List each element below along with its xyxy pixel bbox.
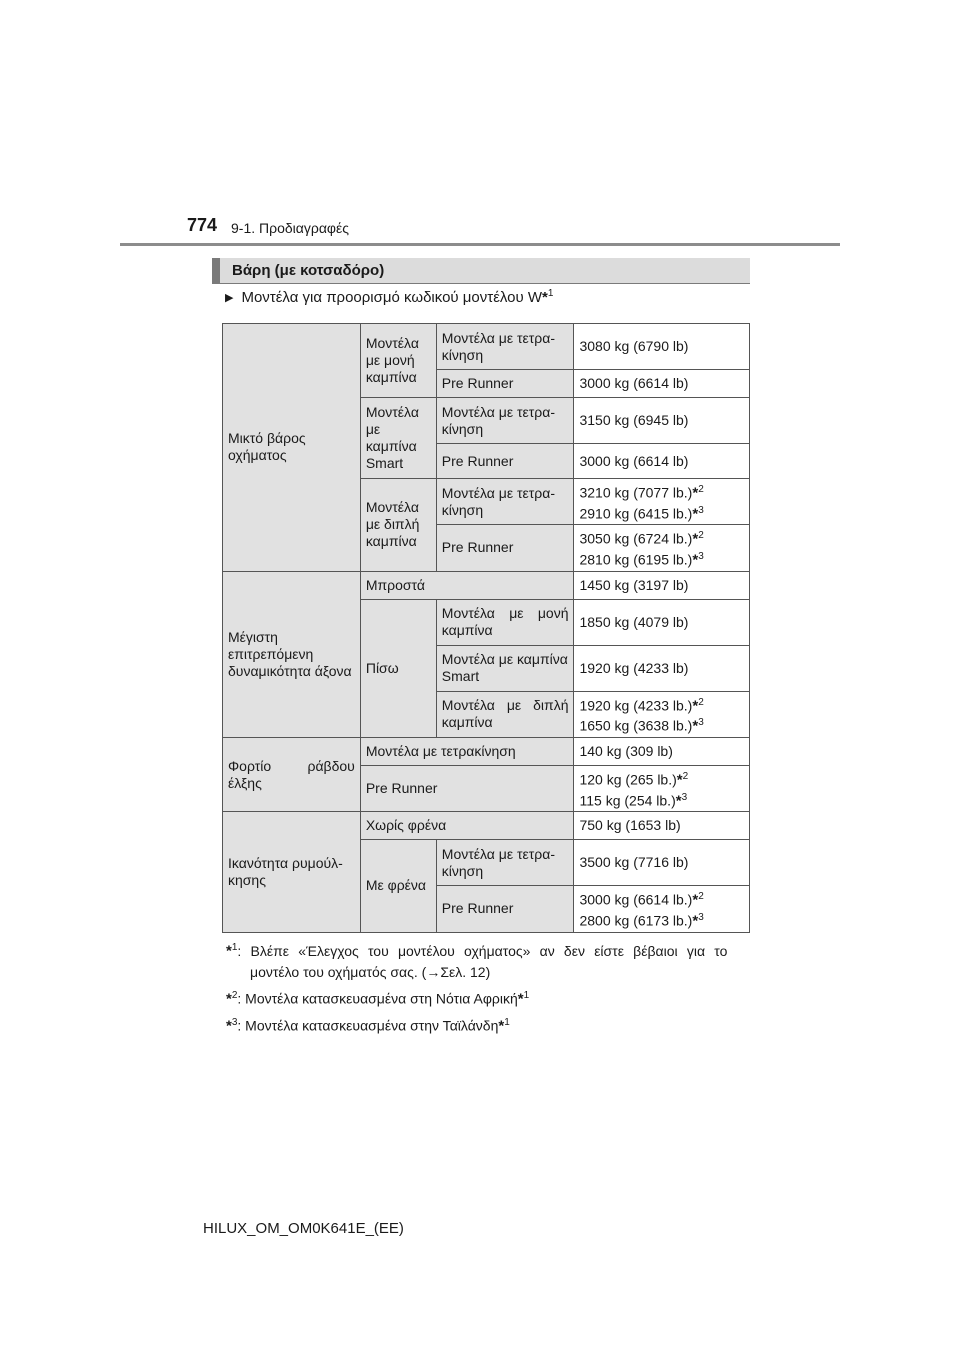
double-cab-label: Μοντέλα με διπλή καμπίνα bbox=[436, 691, 574, 737]
no-brakes-label: Χωρίς φρένα bbox=[360, 812, 574, 840]
row-label-towing: Ικανότητα ρυμούλ-κησης bbox=[223, 812, 361, 932]
footnote-ref: 2 bbox=[698, 530, 704, 542]
four-wd-label: Μοντέλα με τετρα-κίνηση bbox=[436, 324, 574, 370]
value-line: 1920 kg (4233 lb.) bbox=[579, 697, 693, 714]
value-cell: 3000 kg (6614 lb) bbox=[574, 444, 750, 479]
footnote-mark: 1 bbox=[231, 942, 238, 953]
asterisk-icon: * bbox=[692, 551, 699, 569]
double-cab-label: Μοντέλα με διπλή καμπίνα bbox=[360, 479, 436, 572]
value-line: 3210 kg (7077 lb.) bbox=[579, 484, 693, 501]
asterisk-icon: * bbox=[517, 990, 524, 1008]
section-heading: Βάρη (με κοτσαδόρο) bbox=[212, 258, 750, 284]
footnote-1 bbox=[226, 938, 746, 982]
asterisk-icon: * bbox=[676, 771, 683, 789]
value-cell: 3080 kg (6790 lb) bbox=[574, 324, 750, 370]
value-line: 120 kg (265 lb.) bbox=[579, 771, 677, 788]
value-cell: 140 kg (309 lb) bbox=[574, 737, 750, 765]
front-label: Μπροστά bbox=[360, 571, 574, 599]
asterisk-icon: * bbox=[692, 912, 699, 930]
smart-cab-label: Μοντέλα με καμπίνα Smart bbox=[436, 645, 574, 691]
asterisk-icon: * bbox=[675, 792, 682, 810]
footnote-ref: 2 bbox=[698, 696, 704, 708]
row-label-tongue: Φορτίο ράβδου έλξης bbox=[223, 737, 361, 811]
footnote-ref: 2 bbox=[698, 484, 704, 495]
value-cell bbox=[574, 525, 750, 571]
value-cell: 3000 kg (6614 lb) bbox=[574, 370, 750, 398]
chapter-title: 9-1. Προδιαγραφές bbox=[231, 220, 349, 236]
value-cell: 3500 kg (7716 lb) bbox=[574, 840, 750, 886]
value-cell bbox=[574, 765, 750, 811]
value-cell bbox=[574, 886, 750, 932]
footnote-ref: 2 bbox=[698, 891, 704, 903]
asterisk-icon: * bbox=[692, 717, 699, 735]
value-cell: 1920 kg (4233 lb) bbox=[574, 645, 750, 691]
value-line: 2800 kg (6173 lb.) bbox=[579, 912, 693, 929]
pre-runner-label: Pre Runner bbox=[436, 525, 574, 571]
value-cell: 1450 kg (3197 lb) bbox=[574, 571, 750, 599]
value-line: 3050 kg (6724 lb.) bbox=[579, 530, 693, 547]
pre-runner-label: Pre Runner bbox=[436, 370, 574, 398]
triangle-bullet-icon: ▶ bbox=[225, 292, 234, 304]
value-cell bbox=[574, 479, 750, 525]
asterisk-icon: * bbox=[498, 1017, 505, 1035]
pre-runner-label: Pre Runner bbox=[360, 765, 574, 811]
rear-label: Πίσω bbox=[360, 599, 436, 737]
footnote-ref: 1 bbox=[547, 288, 554, 299]
document-code: HILUX_OM_OM0K641E_(EE) bbox=[203, 1220, 404, 1237]
four-wd-label: Μοντέλα με τετρα-κίνηση bbox=[436, 840, 574, 886]
row-label-gvw: Μικτό βάρος οχήματος bbox=[223, 324, 361, 572]
asterisk-icon: * bbox=[692, 505, 699, 523]
footnote-3 bbox=[226, 1013, 746, 1037]
footnote-mark: 2 bbox=[231, 989, 238, 1001]
footnote-ref: 3 bbox=[698, 717, 704, 729]
asterisk-icon: * bbox=[692, 484, 699, 502]
asterisk-icon: * bbox=[226, 990, 232, 1008]
pre-runner-label: Pre Runner bbox=[436, 444, 574, 479]
subheading bbox=[225, 288, 553, 306]
footnote-text: : Μοντέλα κατασκευασμένα στη Νότια Αφρική bbox=[237, 990, 518, 1007]
footnote-text-continued: μοντέλο του οχήματός σας. (→Σελ. 12) bbox=[250, 963, 491, 980]
value-cell bbox=[574, 691, 750, 737]
value-line: 2810 kg (6195 lb.) bbox=[579, 551, 693, 568]
footnote-ref: 3 bbox=[698, 504, 704, 516]
footnote-text: : Βλέπε «Έλεγχος του μοντέλου οχήματος» αν δεν είστε βέβαιοι για το bbox=[237, 942, 728, 959]
four-wd-label: Μοντέλα με τετρακίνηση bbox=[360, 737, 574, 765]
value-cell: 1850 kg (4079 lb) bbox=[574, 599, 750, 645]
footnote-ref: 1 bbox=[523, 989, 530, 1001]
four-wd-label: Μοντέλα με τετρα-κίνηση bbox=[436, 479, 574, 525]
footnote-ref: 1 bbox=[504, 1017, 510, 1029]
footnote-text: : Μοντέλα κατασκευασμένα στην Ταϊλάνδη bbox=[237, 1017, 499, 1034]
single-cab-label: Μοντέλα με μονή καμπίνα bbox=[436, 599, 574, 645]
value-line: 3000 kg (6614 lb.) bbox=[579, 891, 693, 908]
asterisk-icon: * bbox=[692, 530, 699, 548]
with-brakes-label: Με φρένα bbox=[360, 840, 436, 932]
footnote-2 bbox=[226, 986, 746, 1010]
footnote-mark: 3 bbox=[231, 1017, 238, 1029]
asterisk-icon: * bbox=[226, 942, 232, 960]
value-line: 1650 kg (3638 lb.) bbox=[579, 717, 693, 734]
asterisk-icon: * bbox=[226, 1017, 232, 1035]
asterisk-icon: * bbox=[692, 891, 699, 909]
footnote-ref: 2 bbox=[682, 770, 689, 782]
value-cell: 750 kg (1653 lb) bbox=[574, 812, 750, 840]
four-wd-label: Μοντέλα με τετρα-κίνηση bbox=[436, 398, 574, 444]
value-cell: 3150 kg (6945 lb) bbox=[574, 398, 750, 444]
footnote-ref: 3 bbox=[681, 791, 688, 803]
asterisk-icon: * bbox=[542, 289, 548, 306]
footnote-ref: 3 bbox=[698, 550, 704, 562]
asterisk-icon: * bbox=[692, 697, 699, 715]
value-line: 2910 kg (6415 lb.) bbox=[579, 505, 693, 522]
subheading-text: Μοντέλα για προορισμό κωδικού μοντέλου W bbox=[241, 289, 543, 306]
row-label-axle: Μέγιστη επιτρεπόμενη δυναμικότητα άξονα bbox=[223, 571, 361, 737]
weights-table bbox=[222, 323, 750, 933]
single-cab-label: Μοντέλα με μονή καμπίνα bbox=[360, 324, 436, 398]
value-line: 115 kg (254 lb.) bbox=[579, 792, 676, 809]
header-divider bbox=[120, 243, 840, 246]
footnotes bbox=[226, 938, 746, 1041]
page-number: 774 bbox=[187, 215, 218, 235]
smart-cab-label: Μοντέλα με καμπίνα Smart bbox=[360, 398, 436, 479]
pre-runner-label: Pre Runner bbox=[436, 886, 574, 932]
footnote-ref: 3 bbox=[698, 911, 704, 923]
